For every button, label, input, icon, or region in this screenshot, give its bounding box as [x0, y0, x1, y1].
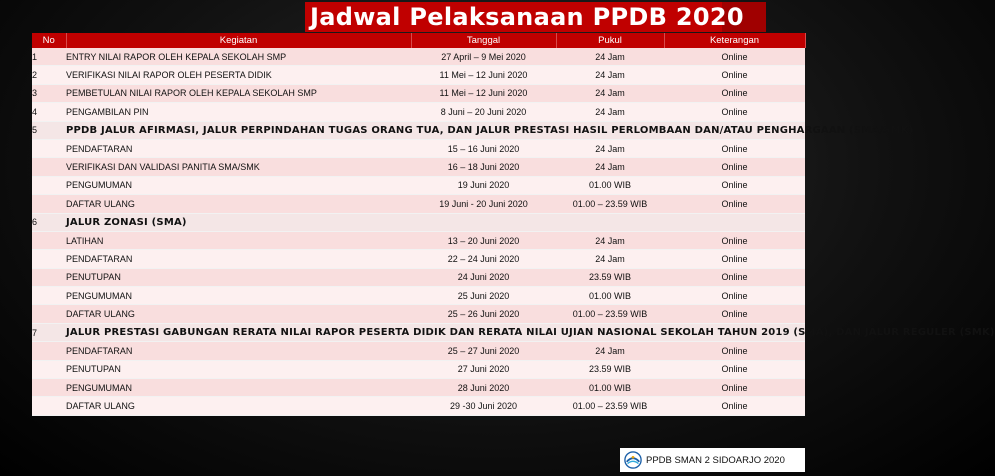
header-keterangan: Keterangan: [664, 33, 805, 48]
row-number: [32, 250, 66, 268]
row-number: [32, 195, 66, 213]
table-row: [32, 268, 805, 286]
row-number: [32, 287, 66, 305]
header-pukul: Pukul: [556, 33, 664, 48]
row-keterangan: Online: [664, 287, 805, 305]
page-title: Jadwal Pelaksanaan PPDB 2020: [310, 3, 744, 31]
section-row: [32, 323, 805, 341]
row-tanggal: 24 Juni 2020: [411, 268, 556, 286]
row-keterangan: Online: [664, 195, 805, 213]
row-keterangan: Online: [664, 48, 805, 66]
section-number: 5: [32, 121, 66, 139]
table-header-row: [32, 33, 805, 48]
row-tanggal: 19 Juni 2020: [411, 176, 556, 194]
table-row: [32, 287, 805, 305]
footer-badge: [620, 448, 805, 472]
row-keterangan: Online: [664, 139, 805, 157]
table-row: [32, 360, 805, 378]
table-row: [32, 231, 805, 249]
row-number: 3: [32, 84, 66, 102]
section-row: [32, 213, 805, 231]
row-keterangan: Online: [664, 176, 805, 194]
row-pukul: 24 Jam: [556, 48, 664, 66]
row-kegiatan: LATIHAN: [66, 231, 411, 249]
row-tanggal: 11 Mei – 12 Juni 2020: [411, 66, 556, 84]
row-tanggal: 19 Juni - 20 Juni 2020: [411, 195, 556, 213]
row-kegiatan: ENTRY NILAI RAPOR OLEH KEPALA SEKOLAH SMP: [66, 48, 411, 66]
table-row: [32, 48, 805, 66]
section-title: JALUR PRESTASI GABUNGAN RERATA NILAI RAPOR PESERTA DIDIK DAN RERATA NILAI UJIAN NASIONAL SEKOLAH TAHUN 2019 (SMA), DAN JALUR REGULER (SMK): [66, 323, 805, 341]
row-pukul: 01.00 – 23.59 WIB: [556, 305, 664, 323]
row-kegiatan: DAFTAR ULANG: [66, 305, 411, 323]
row-pukul: 01.00 WIB: [556, 287, 664, 305]
row-pukul: 24 Jam: [556, 342, 664, 360]
row-number: [32, 305, 66, 323]
row-tanggal: 16 – 18 Juni 2020: [411, 158, 556, 176]
table-row: [32, 66, 805, 84]
table-row: [32, 84, 805, 102]
row-pukul: 24 Jam: [556, 231, 664, 249]
row-tanggal: 8 Juni – 20 Juni 2020: [411, 103, 556, 121]
row-keterangan: Online: [664, 342, 805, 360]
row-kegiatan: PENGUMUMAN: [66, 287, 411, 305]
table-row: [32, 250, 805, 268]
section-title: JALUR ZONASI (SMA): [66, 213, 805, 231]
row-kegiatan: PENDAFTARAN: [66, 139, 411, 157]
section-title: PPDB JALUR AFIRMASI, JALUR PERPINDAHAN TUGAS ORANG TUA, DAN JALUR PRESTASI HASIL PERLOMBAAN DAN/ATAU PENGHARGAAN (SMA/SMK): [66, 121, 805, 139]
row-keterangan: Online: [664, 231, 805, 249]
row-keterangan: Online: [664, 397, 805, 415]
row-keterangan: Online: [664, 268, 805, 286]
row-tanggal: 25 Juni 2020: [411, 287, 556, 305]
row-number: [32, 342, 66, 360]
row-number: [32, 139, 66, 157]
row-number: [32, 268, 66, 286]
table-row: [32, 397, 805, 415]
row-kegiatan: PENDAFTARAN: [66, 250, 411, 268]
row-kegiatan: PEMBETULAN NILAI RAPOR OLEH KEPALA SEKOLAH SMP: [66, 84, 411, 102]
row-kegiatan: DAFTAR ULANG: [66, 195, 411, 213]
row-number: 2: [32, 66, 66, 84]
footer-text: PPDB SMAN 2 SIDOARJO 2020: [646, 454, 785, 466]
row-keterangan: Online: [664, 360, 805, 378]
row-pukul: 01.00 WIB: [556, 379, 664, 397]
row-number: [32, 176, 66, 194]
row-tanggal: 25 – 26 Juni 2020: [411, 305, 556, 323]
row-kegiatan: PENGUMUMAN: [66, 379, 411, 397]
row-pukul: 24 Jam: [556, 250, 664, 268]
row-pukul: 24 Jam: [556, 66, 664, 84]
row-number: 1: [32, 48, 66, 66]
section-number: 7: [32, 323, 66, 341]
table-row: [32, 379, 805, 397]
row-tanggal: 15 – 16 Juni 2020: [411, 139, 556, 157]
row-pukul: 01.00 – 23.59 WIB: [556, 195, 664, 213]
table-row: [32, 342, 805, 360]
header-tanggal: Tanggal: [411, 33, 556, 48]
table-row: [32, 103, 805, 121]
row-number: [32, 158, 66, 176]
table-row: [32, 158, 805, 176]
ppdb-logo-icon: [624, 451, 642, 469]
row-kegiatan: PENGUMUMAN: [66, 176, 411, 194]
row-keterangan: Online: [664, 305, 805, 323]
row-tanggal: 22 – 24 Juni 2020: [411, 250, 556, 268]
row-tanggal: 11 Mei – 12 Juni 2020: [411, 84, 556, 102]
row-number: [32, 397, 66, 415]
row-tanggal: 25 – 27 Juni 2020: [411, 342, 556, 360]
schedule-table: [32, 33, 995, 416]
section-number: 6: [32, 213, 66, 231]
row-tanggal: 28 Juni 2020: [411, 379, 556, 397]
row-number: [32, 379, 66, 397]
row-number: [32, 360, 66, 378]
row-tanggal: 27 April – 9 Mei 2020: [411, 48, 556, 66]
row-pukul: 24 Jam: [556, 158, 664, 176]
row-pukul: 23.59 WIB: [556, 360, 664, 378]
table-row: [32, 305, 805, 323]
row-kegiatan: DAFTAR ULANG: [66, 397, 411, 415]
header-kegiatan: Kegiatan: [66, 33, 411, 48]
row-pukul: 24 Jam: [556, 84, 664, 102]
row-keterangan: Online: [664, 158, 805, 176]
table-body: [32, 48, 995, 415]
row-keterangan: Online: [664, 379, 805, 397]
row-kegiatan: PENDAFTARAN: [66, 342, 411, 360]
row-kegiatan: PENGAMBILAN PIN: [66, 103, 411, 121]
row-kegiatan: PENUTUPAN: [66, 360, 411, 378]
table-row: [32, 195, 805, 213]
row-pukul: 24 Jam: [556, 103, 664, 121]
section-row: [32, 121, 805, 139]
row-tanggal: 29 -30 Juni 2020: [411, 397, 556, 415]
row-pukul: 01.00 – 23.59 WIB: [556, 397, 664, 415]
row-kegiatan: VERIFIKASI DAN VALIDASI PANITIA SMA/SMK: [66, 158, 411, 176]
row-keterangan: Online: [664, 103, 805, 121]
row-number: 4: [32, 103, 66, 121]
header-no: No: [32, 33, 66, 48]
row-pukul: 23.59 WIB: [556, 268, 664, 286]
row-pukul: 24 Jam: [556, 139, 664, 157]
row-number: [32, 231, 66, 249]
row-tanggal: 27 Juni 2020: [411, 360, 556, 378]
row-keterangan: Online: [664, 66, 805, 84]
table-row: [32, 176, 805, 194]
row-tanggal: 13 – 20 Juni 2020: [411, 231, 556, 249]
row-kegiatan: VERIFIKASI NILAI RAPOR OLEH PESERTA DIDIK: [66, 66, 411, 84]
row-kegiatan: PENUTUPAN: [66, 268, 411, 286]
table-row: [32, 139, 805, 157]
row-keterangan: Online: [664, 250, 805, 268]
row-pukul: 01.00 WIB: [556, 176, 664, 194]
row-keterangan: Online: [664, 84, 805, 102]
